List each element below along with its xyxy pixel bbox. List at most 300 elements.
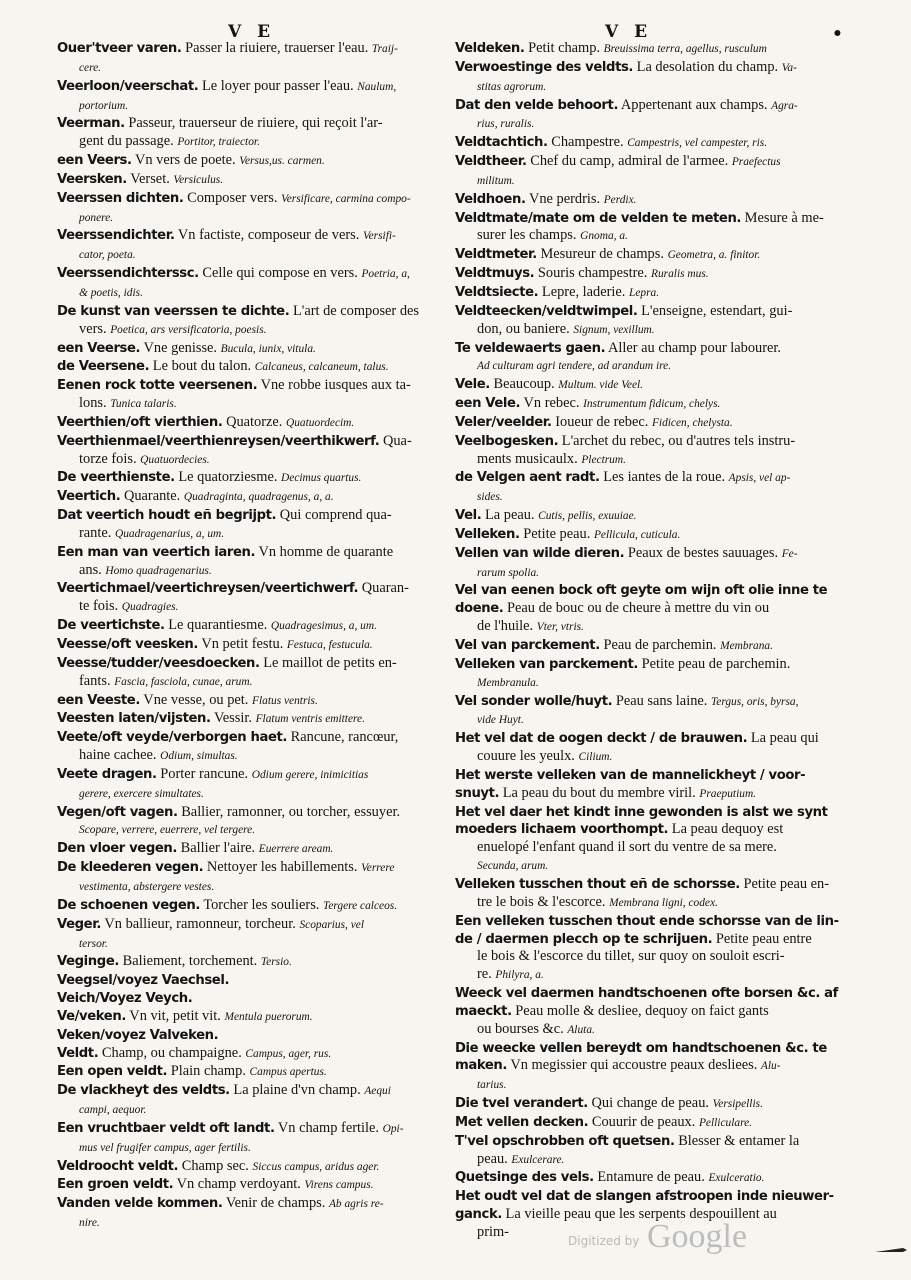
headword: Veldroocht veldt. xyxy=(57,1158,179,1174)
entry-line xyxy=(57,897,445,916)
headword: Het werste velleken van de mannelickheyt / voor- xyxy=(455,767,806,783)
entry-line xyxy=(455,1003,847,1021)
latin-text: Mentula puerorum. xyxy=(224,1010,313,1023)
entry-line xyxy=(57,878,445,897)
french-text: Vne perdris. xyxy=(528,190,601,207)
left-column xyxy=(57,40,445,1233)
french-text: Petite peau entre xyxy=(715,930,812,947)
latin-text: Verrere xyxy=(361,862,395,875)
latin-text: stitas agrorum. xyxy=(477,80,547,93)
entry-line xyxy=(455,1076,847,1095)
entry-line xyxy=(57,655,445,673)
latin-text: Odium gerere, inimicitias xyxy=(251,768,369,781)
headword: snuyt. xyxy=(455,785,500,801)
headword: De kunst van veerssen te dichte. xyxy=(57,303,290,319)
latin-text: Pelliculare. xyxy=(698,1116,753,1129)
pen-mark-icon xyxy=(873,1243,909,1257)
entry-line xyxy=(455,59,847,78)
latin-text: Apsis, vel ap- xyxy=(728,472,791,485)
headword: Een man van veertich iaren. xyxy=(57,544,256,560)
latin-text: Siccus campus, aridus ager. xyxy=(252,1160,380,1173)
french-text: La desolation du champ. xyxy=(636,58,779,75)
headword: Veerloon/veerschat. xyxy=(57,78,199,94)
headword: Ve/veken. xyxy=(57,1008,126,1024)
french-text: La peau dequoy est xyxy=(671,821,784,838)
entry-line xyxy=(455,1095,847,1114)
latin-text: Quadragies. xyxy=(121,601,179,614)
headword: Veete dragen. xyxy=(57,766,157,782)
latin-text: Gnoma, a. xyxy=(580,230,628,243)
entry-line xyxy=(57,1176,445,1195)
headword: de Veersene. xyxy=(57,359,150,375)
entry-line xyxy=(57,377,445,395)
latin-text: campi, aequor. xyxy=(79,1104,147,1117)
digitized-by-text: Digitized by xyxy=(568,1234,640,1248)
headword: De veerthienste. xyxy=(57,470,175,486)
french-text: re. xyxy=(477,966,492,983)
headword: Veerssendichter. xyxy=(57,228,175,244)
french-text: don, ou baniere. xyxy=(477,320,570,337)
headword: Velleken van parckement. xyxy=(455,656,639,672)
entry-line xyxy=(455,97,847,116)
entry-line xyxy=(57,1195,445,1214)
french-text: Nettoyer les habillements. xyxy=(206,859,358,876)
latin-text: Euerrere aream. xyxy=(258,843,334,856)
entry-line xyxy=(455,931,847,949)
latin-text: Scoparius, vel xyxy=(299,918,365,931)
entry-line xyxy=(455,618,847,637)
entry-line xyxy=(57,636,445,655)
french-text: Vn rebec. xyxy=(523,395,580,412)
french-text: Vn factiste, composeur de vers. xyxy=(177,227,360,244)
entry-line xyxy=(455,451,847,470)
entry-line xyxy=(57,692,445,711)
entry-line xyxy=(57,414,445,433)
entry-line xyxy=(57,804,445,822)
latin-text: Versus,us. carmen. xyxy=(239,155,325,168)
latin-text: Odium, simultas. xyxy=(160,750,238,763)
french-text: Ballier, ramonner, ou torcher, essuyer. xyxy=(181,803,401,820)
entry-line xyxy=(57,1101,445,1120)
french-text: Vn petit festu. xyxy=(201,636,284,652)
headword: Den vloer vegen. xyxy=(57,841,178,857)
headword: de / daermen plecch op te schrijuen. xyxy=(455,931,713,947)
latin-text: Ad culturam agri tendere, ad arandum ire. xyxy=(477,360,672,373)
entry-line xyxy=(57,190,445,209)
headword: Velleken. xyxy=(455,526,520,542)
french-text: Peaux de bestes sauuages. xyxy=(627,544,779,561)
entry-line xyxy=(455,637,847,656)
french-text: ou bourses &c. xyxy=(477,1020,564,1037)
french-text: gent du passage. xyxy=(79,133,174,150)
headword: Een velleken tusschen thout ende schorsse van de lin- xyxy=(455,913,839,929)
french-text: vers. xyxy=(79,320,107,337)
french-text: Entamure de peau. xyxy=(597,1169,705,1186)
headword: Veldtmuys. xyxy=(455,266,535,282)
french-text: Ioueur de rebec. xyxy=(555,413,649,430)
headword: een Veers. xyxy=(57,153,132,169)
entry-line xyxy=(57,821,445,840)
latin-text: Ruralis mus. xyxy=(651,268,709,281)
entry-line xyxy=(455,1151,847,1170)
latin-text: Calcaneus, calcaneum, talus. xyxy=(254,361,389,374)
entry-line xyxy=(455,321,847,340)
headword: T'vel opschrobben oft quetsen. xyxy=(455,1133,675,1149)
entry-line xyxy=(57,544,445,562)
page-mark: • xyxy=(832,24,848,44)
entry-line xyxy=(455,1169,847,1188)
latin-text: Versificare, carmina compo- xyxy=(281,192,411,205)
latin-text: Campus apertus. xyxy=(249,1066,327,1079)
latin-text: Versifi- xyxy=(362,230,396,243)
french-text: Petite peau. xyxy=(523,525,591,542)
latin-text: Scopare, verrere, euerrere, vel tergere. xyxy=(79,824,256,837)
headword: Vel van eenen bock oft geyte om wijn oft olie inne te xyxy=(455,583,828,599)
headword: Vanden velde kommen. xyxy=(57,1196,223,1212)
french-text: Vne vesse, ou pet. xyxy=(143,691,249,708)
entry-line xyxy=(455,78,847,97)
french-text: L'art de composer des xyxy=(292,302,420,319)
latin-text: militum. xyxy=(477,174,515,187)
french-text: Champ, ou champaigne. xyxy=(101,1044,242,1061)
latin-text: Secunda, arum. xyxy=(477,860,549,873)
latin-text: Ab agris re- xyxy=(328,1198,384,1211)
entry-line xyxy=(57,1082,445,1101)
headword: ganck. xyxy=(455,1207,502,1223)
entry-line xyxy=(57,1008,445,1027)
entry-line xyxy=(57,507,445,525)
latin-text: Instrumentum fidicum, chelys. xyxy=(583,398,721,411)
french-text: Lepre, laderie. xyxy=(541,283,626,300)
entry-line xyxy=(455,948,847,966)
entry-line xyxy=(57,284,445,303)
french-text: Qui comprend qua- xyxy=(279,507,392,524)
latin-text: Membrana ligni, codex. xyxy=(609,896,718,909)
entry-line xyxy=(455,582,847,600)
french-text: Petit champ. xyxy=(528,40,601,56)
headword: De vlackheyt des veldts. xyxy=(57,1083,230,1099)
latin-text: Perdix. xyxy=(603,193,637,206)
entry-line xyxy=(455,246,847,265)
french-text: Vn ballieur, ramonneur, torcheur. xyxy=(104,915,296,932)
latin-text: Exulceratio. xyxy=(708,1172,765,1185)
french-text: Souris champestre. xyxy=(537,265,648,282)
french-text: Vn champ verdoyant. xyxy=(176,1176,301,1193)
headword: Veldtachtich. xyxy=(455,135,548,151)
entry-line xyxy=(57,785,445,804)
headword: Veertichmael/veertichreysen/veertichwerf. xyxy=(57,581,359,597)
latin-text: Signum, vexillum. xyxy=(573,323,655,336)
latin-text: Membrana. xyxy=(720,640,773,652)
latin-text: Fe- xyxy=(781,547,798,560)
entry-line xyxy=(57,617,445,636)
french-text: Vessir. xyxy=(214,710,252,727)
entry-line xyxy=(455,1114,847,1133)
french-text: Qua- xyxy=(382,432,412,449)
entry-line xyxy=(57,747,445,766)
entry-line xyxy=(57,1063,445,1082)
entry-line xyxy=(455,564,847,583)
entry-line xyxy=(455,839,847,857)
french-text: Le loyer pour passer l'eau. xyxy=(202,77,354,94)
french-text: Composer vers. xyxy=(187,189,278,206)
entry-line xyxy=(57,990,445,1008)
french-text: peau. xyxy=(477,1150,508,1167)
french-text: te fois. xyxy=(79,598,119,615)
latin-text: & poetis, idis. xyxy=(79,286,143,299)
entry-line xyxy=(57,935,445,954)
latin-text: tarius. xyxy=(477,1079,507,1092)
entry-line xyxy=(455,785,847,804)
entry-line xyxy=(57,340,445,359)
latin-text: rius, ruralis. xyxy=(477,118,535,131)
entry-line xyxy=(455,600,847,618)
latin-text: Virens campus. xyxy=(304,1179,374,1192)
latin-text: Portitor, traiector. xyxy=(177,136,260,149)
latin-text: Exulcerare. xyxy=(511,1153,565,1166)
latin-text: vide Huyt. xyxy=(477,714,524,727)
latin-text: Aequi xyxy=(364,1085,391,1098)
entry-line xyxy=(455,488,847,507)
entry-line xyxy=(57,171,445,190)
entry-line xyxy=(57,358,445,377)
entry-line xyxy=(57,395,445,414)
entry-line xyxy=(455,730,847,748)
latin-text: Flatus ventris. xyxy=(252,694,318,707)
french-text: Les iantes de la roue. xyxy=(603,469,726,486)
latin-text: mus vel frugifer campus, ager fertilis. xyxy=(79,1141,251,1154)
latin-text: Naulum, xyxy=(357,80,397,93)
french-text: Verset. xyxy=(130,170,170,187)
entry-line xyxy=(57,78,445,97)
latin-text: Bucula, iunix, vitula. xyxy=(220,342,316,355)
entry-line xyxy=(57,1214,445,1233)
headword: Het vel daer het kindt inne gewonden is alst we synt xyxy=(455,804,828,820)
headword: Veegsel/voyez Vaechsel. xyxy=(57,973,230,989)
latin-text: Quadraginta, quadragenus, a, a. xyxy=(183,491,334,504)
headword: Een open veldt. xyxy=(57,1064,168,1080)
headword: Veerman. xyxy=(57,116,125,132)
french-text: Vn vit, petit vit. xyxy=(129,1007,221,1024)
headword: maeckt. xyxy=(455,1003,512,1019)
latin-text: Versipellis. xyxy=(712,1098,763,1111)
headword: Veich/Voyez Veych. xyxy=(57,991,193,1007)
google-logo: Google xyxy=(647,1218,748,1255)
entry-line xyxy=(57,265,445,284)
headword: Het oudt vel dat de slangen afstroopen inde nieuwer- xyxy=(455,1189,834,1205)
entry-line xyxy=(455,507,847,526)
entry-line xyxy=(455,210,847,228)
latin-text: Philyra, a. xyxy=(495,969,544,982)
headword: Veersken. xyxy=(57,171,127,187)
french-text: Ballier l'aire. xyxy=(180,840,256,857)
french-text: Peau sans laine. xyxy=(615,692,708,709)
entry-line xyxy=(57,133,445,152)
entry-line xyxy=(57,840,445,859)
french-text: L'enseigne, estendart, gui- xyxy=(641,302,793,319)
entry-line xyxy=(455,857,847,876)
entry-line xyxy=(57,710,445,729)
entry-line xyxy=(57,209,445,228)
latin-text: Pellicula, cuticula. xyxy=(593,528,681,541)
french-text: ans. xyxy=(79,561,102,578)
entry-line xyxy=(455,115,847,134)
latin-text: Vter, vtris. xyxy=(536,621,584,634)
latin-text: Breuissima terra, agellus, rusculum xyxy=(603,43,767,55)
headword: Die weecke vellen bereydt om handtschoenen &c. te xyxy=(455,1040,827,1056)
latin-text: Praeputium. xyxy=(699,787,757,800)
entry-line xyxy=(455,357,847,376)
headword: Een vruchtbaer veldt oft landt. xyxy=(57,1120,275,1136)
entry-line xyxy=(455,656,847,674)
french-text: surer les champs. xyxy=(477,227,577,244)
french-text: Chef du camp, admiral de l'armee. xyxy=(530,153,729,170)
french-text: Vn champ fertile. xyxy=(277,1119,379,1136)
headword: Veldtsiecte. xyxy=(455,284,539,300)
entry-line xyxy=(455,748,847,767)
french-text: Plain champ. xyxy=(170,1063,246,1080)
french-text: Le bout du talon. xyxy=(152,358,252,375)
french-text: prim- xyxy=(477,1224,509,1240)
latin-text: Quadragenarius, a, um. xyxy=(114,527,225,540)
entry-line xyxy=(57,59,445,78)
latin-text: Plectrum. xyxy=(581,453,626,466)
french-text: ments musicaulx. xyxy=(477,450,578,467)
entry-line xyxy=(57,152,445,171)
headword: Dat den velde behoort. xyxy=(455,97,619,113)
entry-line xyxy=(57,598,445,617)
latin-text: Lepra. xyxy=(629,286,660,299)
entry-line xyxy=(455,134,847,153)
entry-line xyxy=(57,97,445,116)
headword: Veete/oft veyde/verborgen haet. xyxy=(57,730,288,746)
french-text: Vn vers de poete. xyxy=(134,152,236,169)
headword: moeders lichaem voorthompt. xyxy=(455,822,669,838)
latin-text: Agra- xyxy=(771,99,798,112)
latin-text: Tersio. xyxy=(260,956,292,969)
french-text: Mesureur de champs. xyxy=(540,246,664,263)
entry-line xyxy=(455,913,847,931)
headword: Die tvel verandert. xyxy=(455,1096,588,1112)
entry-line xyxy=(57,451,445,470)
headword: Vel sonder wolle/huyt. xyxy=(455,693,613,709)
entry-line xyxy=(455,191,847,210)
latin-text: Alu- xyxy=(760,1060,781,1073)
french-text: le bois & l'escorce du tillet, sur quoy on souloit escri- xyxy=(477,948,785,965)
running-head-right: V E xyxy=(605,22,653,42)
headword: De veertichste. xyxy=(57,618,165,634)
latin-text: Tergere calceos. xyxy=(323,899,398,912)
entry-line xyxy=(57,1045,445,1064)
latin-text: sides. xyxy=(477,491,503,504)
latin-text: Quadragesimus, a, um. xyxy=(270,620,377,633)
entry-line xyxy=(455,526,847,545)
french-text: Petite peau de parchemin. xyxy=(641,655,791,672)
french-text: Vne genisse. xyxy=(143,339,218,356)
entry-line xyxy=(455,153,847,172)
french-text: Le quatorziesme. xyxy=(178,469,278,486)
french-text: Venir de champs. xyxy=(225,1195,326,1212)
headword: Veerthien/oft vierthien. xyxy=(57,414,223,430)
entry-line xyxy=(57,40,445,59)
headword: Veelbogesken. xyxy=(455,433,559,449)
entry-line xyxy=(57,916,445,935)
entry-line xyxy=(455,674,847,693)
headword: Vellen van wilde dieren. xyxy=(455,545,625,561)
french-text: L'archet du rebec, ou d'autres tels instru- xyxy=(561,432,796,449)
running-head-left: V E xyxy=(228,22,276,42)
latin-text: Fascia, fasciola, cunae, arum. xyxy=(114,675,253,688)
entry-line xyxy=(57,972,445,990)
headword: Veken/voyez Valveken. xyxy=(57,1027,219,1043)
french-text: Champestre. xyxy=(551,134,624,151)
entry-line xyxy=(455,340,847,358)
entry-line xyxy=(57,115,445,133)
entry-line xyxy=(455,265,847,284)
french-text: La vieille peau que les serpents despouillent au xyxy=(505,1206,777,1223)
headword: Veldt. xyxy=(57,1045,99,1061)
french-text: fants. xyxy=(79,672,111,689)
latin-text: Geometra, a. finitor. xyxy=(667,249,761,262)
french-text: Qui change de peau. xyxy=(591,1095,709,1112)
french-text: Mesure à me- xyxy=(744,209,824,226)
latin-text: Praefectus xyxy=(731,156,781,169)
entry-line xyxy=(57,729,445,747)
entry-line xyxy=(57,562,445,581)
entry-line xyxy=(57,246,445,265)
french-text: lons. xyxy=(79,395,107,412)
entry-line xyxy=(57,321,445,340)
headword: Veesse/tudder/veesdoecken. xyxy=(57,655,260,671)
french-text: Champ sec. xyxy=(181,1157,249,1174)
headword: Te veldewaerts gaen. xyxy=(455,340,606,356)
headword: Eenen rock totte veersenen. xyxy=(57,378,258,394)
latin-text: Flatum ventris emittere. xyxy=(255,713,365,726)
headword: Vel. xyxy=(455,508,482,524)
headword: Vele. xyxy=(455,377,490,393)
french-text: La peau du bout du membre viril. xyxy=(502,784,696,801)
french-text: couure les yeulx. xyxy=(477,748,575,765)
entry-line xyxy=(455,469,847,488)
french-text: Quaran- xyxy=(361,580,409,597)
latin-text: Opi- xyxy=(382,1122,404,1135)
latin-text: Quatuordecies. xyxy=(140,453,210,466)
entry-line xyxy=(455,804,847,822)
entry-line xyxy=(455,227,847,246)
latin-text: Fidicen, chelysta. xyxy=(651,416,733,429)
french-text: Torcher les souliers. xyxy=(203,896,320,913)
entry-line xyxy=(57,859,445,878)
entry-line xyxy=(57,1139,445,1158)
entry-line xyxy=(455,284,847,303)
entry-line xyxy=(455,894,847,913)
headword: Weeck vel daermen handtschoenen ofte borsen &c. af xyxy=(455,986,839,1002)
entry-line xyxy=(57,303,445,321)
entry-line xyxy=(455,414,847,433)
latin-text: gerere, exercere simultates. xyxy=(79,787,204,800)
headword: Quetsinge des vels. xyxy=(455,1170,594,1186)
headword: Veerssendichterssc. xyxy=(57,266,199,282)
french-text: Aller au champ pour labourer. xyxy=(608,339,782,356)
headword: Met vellen decken. xyxy=(455,1114,589,1130)
entry-line xyxy=(455,711,847,730)
entry-line xyxy=(455,40,847,59)
entry-line xyxy=(455,876,847,894)
headword: De kleederen vegen. xyxy=(57,860,204,876)
latin-text: Traij- xyxy=(371,43,398,55)
entry-line xyxy=(57,1158,445,1177)
latin-text: Poetria, a, xyxy=(361,268,410,281)
